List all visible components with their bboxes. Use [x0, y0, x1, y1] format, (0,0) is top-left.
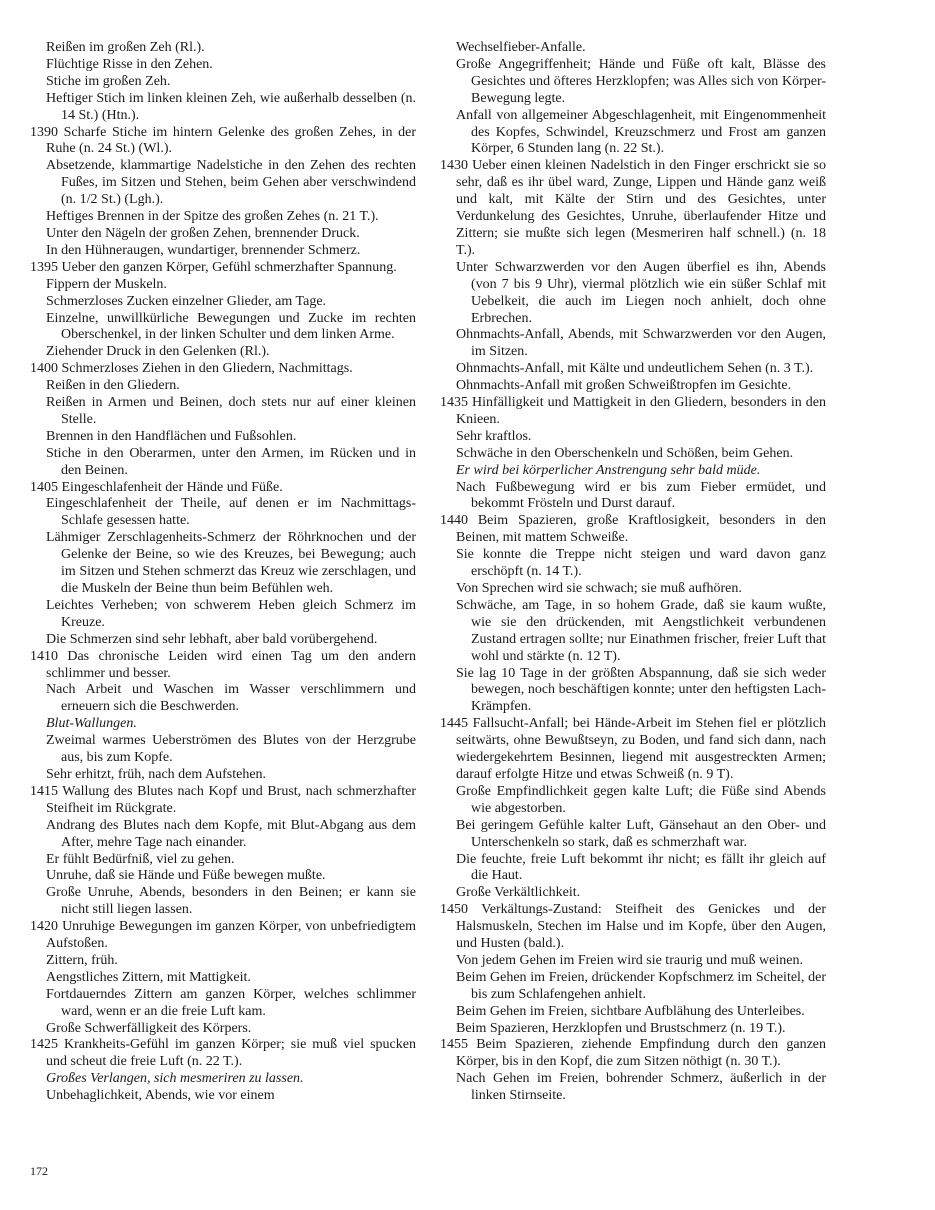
- left-column: [30, 40, 416, 1105]
- symptom-entry: Stiche im großen Zeh.: [46, 73, 171, 89]
- symptom-entry: Stiche in den Oberarmen, unter den Armen, im Rücken und in den Beinen.: [46, 445, 416, 478]
- symptom-entry: Große Schwerfälligkeit des Körpers.: [46, 1020, 252, 1036]
- symptom-entry: Wechselfieber-Anfalle.: [456, 40, 586, 55]
- symptom-entry: Schwäche, am Tage, in so hohem Grade, daß sie kaum wußte, wie sie den drückenden, mit Aengstlichkeit verbundenen Zustand ertragen sollte; nur Einathmen frischer, freier Luft that wohl und stärkte (n. 12 T).: [456, 597, 826, 664]
- symptom-entry: Eingeschlafenheit der Theile, auf denen er im Nachmittags-Schlafe gesessen hatte.: [46, 496, 416, 529]
- symptom-entry: Unbehaglichkeit, Abends, wie vor einem: [46, 1088, 275, 1104]
- symptom-entry: 1425 Krankheits-Gefühl im ganzen Körper; sie muß viel spucken und scheut die freie Luft (n. 22 T.).: [30, 1037, 416, 1070]
- symptom-entry: Heftiges Brennen in der Spitze des großen Zehes (n. 21 T.).: [46, 209, 379, 225]
- symptom-entry: Zittern, früh.: [46, 952, 118, 968]
- symptom-entry: Heftiger Stich im linken kleinen Zeh, wie außerhalb desselben (n. 14 St.) (Htn.).: [46, 90, 416, 123]
- symptom-entry: Unter den Nägeln der großen Zehen, brennender Druck.: [46, 225, 360, 241]
- symptom-entry: Flüchtige Risse in den Zehen.: [46, 56, 213, 72]
- symptom-entry: 1405 Eingeschlafenheit der Hände und Füße.: [30, 479, 283, 495]
- symptom-entry: Großes Verlangen, sich mesmeriren zu lassen.: [46, 1071, 304, 1087]
- symptom-entry: Er wird bei körperlicher Anstrengung sehr bald müde.: [456, 462, 761, 478]
- symptom-entry: Große Angegriffenheit; Hände und Füße oft kalt, Blässe des Gesichtes und öfteres Herzklopfen; was Alles sich von Körper-Bewegung legte.: [456, 56, 826, 106]
- symptom-entry: Sehr kraftlos.: [456, 428, 532, 444]
- symptom-entry: Ziehender Druck in den Gelenken (Rl.).: [46, 344, 270, 360]
- symptom-entry: Lähmiger Zerschlagenheits-Schmerz der Röhrknochen und der Gelenke der Beine, so wie des Kreuzes, bei Bewegung; auch im Sitzen und Stehen schmerzt das Kreuz wie zerschlagen, und die Muskeln der Beine thun beim Befühlen weh.: [46, 530, 416, 596]
- symptom-entry: Blut-Wallungen.: [46, 716, 137, 732]
- symptom-entry: Ohnmachts-Anfall, mit Kälte und undeutlichem Sehen (n. 3 T.).: [456, 361, 814, 377]
- symptom-entry: Reißen in den Gliedern.: [46, 378, 180, 394]
- symptom-entry: Zweimal warmes Ueberströmen des Blutes von der Herzgrube aus, bis zum Kopfe.: [46, 733, 416, 766]
- symptom-entry: Leichtes Verheben; von schwerem Heben gleich Schmerz im Kreuze.: [46, 597, 416, 630]
- symptom-entry: 1390 Scharfe Stiche im hintern Gelenke des großen Zehes, in der Ruhe (n. 24 St.) (Wl.).: [30, 124, 416, 157]
- symptom-entry: Unter Schwarzwerden vor den Augen überfiel es ihn, Abends (von 7 bis 9 Uhr), viermal plötzlich wie ein süßer Schlaf mit Uebelkeit, die auch im Liegen noch anhielt, doch ohne Erbrechen.: [456, 259, 826, 326]
- symptom-entry: Er fühlt Bedürfniß, viel zu gehen.: [46, 851, 235, 867]
- symptom-entry: 1450 Verkältungs-Zustand: Steifheit des Genickes und der Halsmuskeln, Stechen im Halse und im Kopfe, über den Augen, und Husten (bald.).: [440, 902, 826, 952]
- symptom-entry: Sehr erhitzt, früh, nach dem Aufstehen.: [46, 766, 267, 782]
- symptom-entry: Andrang des Blutes nach dem Kopfe, mit Blut-Abgang aus dem After, mehre Tage nach einander.: [46, 817, 416, 850]
- symptom-entry: Große Empfindlichkeit gegen kalte Luft; die Füße sind Abends wie abgestorben.: [456, 783, 826, 816]
- symptom-entry: Fippern der Muskeln.: [46, 276, 167, 292]
- symptom-entry: Sie lag 10 Tage in der größten Abspannung, daß sie sich weder bewegen, noch beschäftigen konnte; unter den heftigsten Lach-Krämpfen.: [456, 665, 826, 715]
- symptom-entry: Brennen in den Handflächen und Fußsohlen.: [46, 428, 297, 444]
- symptom-entry: Einzelne, unwillkürliche Bewegungen und Zucke im rechten Oberschenkel, in der linken Schulter und dem linken Arme.: [46, 310, 416, 343]
- symptom-entry: Große Verkältlichkeit.: [456, 885, 581, 901]
- symptom-entry: 1415 Wallung des Blutes nach Kopf und Brust, nach schmerzhafter Steifheit im Rückgrate.: [30, 783, 416, 816]
- symptom-entry: Aengstliches Zittern, mit Mattigkeit.: [46, 969, 251, 985]
- symptom-entry: Reißen in Armen und Beinen, doch stets nur auf einer kleinen Stelle.: [46, 395, 416, 427]
- symptom-entry: 1455 Beim Spazieren, ziehende Empfindung durch den ganzen Körper, bis in den Kopf, die zum Sitzen nöthigt (n. 30 T.).: [440, 1037, 826, 1070]
- symptom-entry: Fortdauerndes Zittern am ganzen Körper, welches schlimmer ward, wenn er an die freie Luft kam.: [46, 986, 416, 1019]
- symptom-entry: Die Schmerzen sind sehr lebhaft, aber bald vorübergehend.: [46, 631, 378, 647]
- symptom-entry: Schwäche in den Oberschenkeln und Schößen, beim Gehen.: [456, 445, 794, 461]
- symptom-entry: Beim Gehen im Freien, drückender Kopfschmerz im Scheitel, der bis zum Schlafengehen anhielt.: [456, 969, 826, 1002]
- symptom-entry: 1430 Ueber einen kleinen Nadelstich in den Finger erschrickt sie so sehr, daß es ihr übel ward, Zunge, Lippen und Hände ganz weiß und kalt, mit Kälte der Stirn und des Gesichtes, unter Verdunkelung des Gesichtes, Unruhe, überlaufender Hitze und Zittern; sie mußte sich legen (Mesmeriren half schnell.) (n. 18 T.).: [440, 158, 826, 258]
- symptom-entry: Bei geringem Gefühle kalter Luft, Gänsehaut an den Ober- und Unterschenkeln so stark, daß es schmerzhaft war.: [456, 817, 826, 850]
- symptom-entry: 1410 Das chronische Leiden wird einen Tag um den andern schlimmer und besser.: [30, 648, 416, 681]
- symptom-entry: Von jedem Gehen im Freien wird sie traurig und muß weinen.: [456, 952, 803, 968]
- symptom-entry: Absetzende, klammartige Nadelstiche in den Zehen des rechten Fußes, im Sitzen und Stehen, beim Gehen aber verschwindend (n. 1/2 St.) (Lgh.).: [46, 158, 416, 208]
- symptom-entry: Die feuchte, freie Luft bekommt ihr nicht; es fällt ihr gleich auf die Haut.: [456, 851, 826, 884]
- symptom-entry: Nach Fußbewegung wird er bis zum Fieber ermüdet, und bekommt Frösteln und Durst darauf.: [456, 479, 826, 512]
- symptom-entry: Große Unruhe, Abends, besonders in den Beinen; er kann sie nicht still liegen lassen.: [46, 885, 416, 918]
- symptom-entry: Sie konnte die Treppe nicht steigen und ward davon ganz erschöpft (n. 14 T.).: [456, 547, 826, 580]
- symptom-entry: Reißen im großen Zeh (Rl.).: [46, 40, 205, 55]
- symptom-entry: 1395 Ueber den ganzen Körper, Gefühl schmerzhafter Spannung.: [30, 259, 397, 275]
- symptom-entry: Beim Gehen im Freien, sichtbare Aufblähung des Unterleibes.: [456, 1003, 805, 1019]
- symptom-entry: Anfall von allgemeiner Abgeschlagenheit, mit Eingenommenheit des Kopfes, Schwindel, Kreuzschmerz und Frost am ganzen Körper, 6 Stunden lang (n. 22 St.).: [456, 107, 826, 157]
- symptom-entry: Von Sprechen wird sie schwach; sie muß aufhören.: [456, 581, 742, 596]
- symptom-entry: 1400 Schmerzloses Ziehen in den Gliedern, Nachmittags.: [30, 361, 353, 377]
- symptom-entry: 1420 Unruhige Bewegungen im ganzen Körper, von unbefriedigtem Aufstoßen.: [30, 919, 416, 952]
- symptom-entry: Ohnmachts-Anfall, Abends, mit Schwarzwerden vor den Augen, im Sitzen.: [456, 327, 826, 360]
- symptom-entry: Ohnmachts-Anfall mit großen Schweißtropfen im Gesichte.: [456, 378, 792, 394]
- symptom-entry: Schmerzloses Zucken einzelner Glieder, am Tage.: [46, 293, 327, 309]
- symptom-entry: 1445 Fallsucht-Anfall; bei Hände-Arbeit im Stehen fiel er plötzlich seitwärts, ohne Bewußtseyn, zu Boden, und fand sich dann, nach wiedergekehrtem Besinnen, liegend mit ausgestreckten Armen; darauf erfolgte Hitze und etwas Schweiß (n. 9 T).: [440, 716, 826, 782]
- symptom-entry: Nach Gehen im Freien, bohrender Schmerz, äußerlich in der linken Stirnseite.: [456, 1071, 826, 1104]
- symptom-entry: In den Hühneraugen, wundartiger, brennender Schmerz.: [46, 242, 361, 258]
- page-number: 172: [30, 1164, 48, 1178]
- symptom-entry: 1435 Hinfälligkeit und Mattigkeit in den Gliedern, besonders in den Knieen.: [440, 395, 826, 427]
- symptom-entry: Nach Arbeit und Waschen im Wasser verschlimmern und erneuern sich die Beschwerden.: [46, 682, 416, 715]
- symptom-entry: Unruhe, daß sie Hände und Füße bewegen mußte.: [46, 868, 326, 884]
- symptom-entry: Beim Spazieren, Herzklopfen und Brustschmerz (n. 19 T.).: [456, 1020, 786, 1036]
- right-column: [440, 40, 826, 1105]
- symptom-entry: 1440 Beim Spazieren, große Kraftlosigkeit, besonders in den Beinen, mit mattem Schweiße.: [440, 513, 826, 546]
